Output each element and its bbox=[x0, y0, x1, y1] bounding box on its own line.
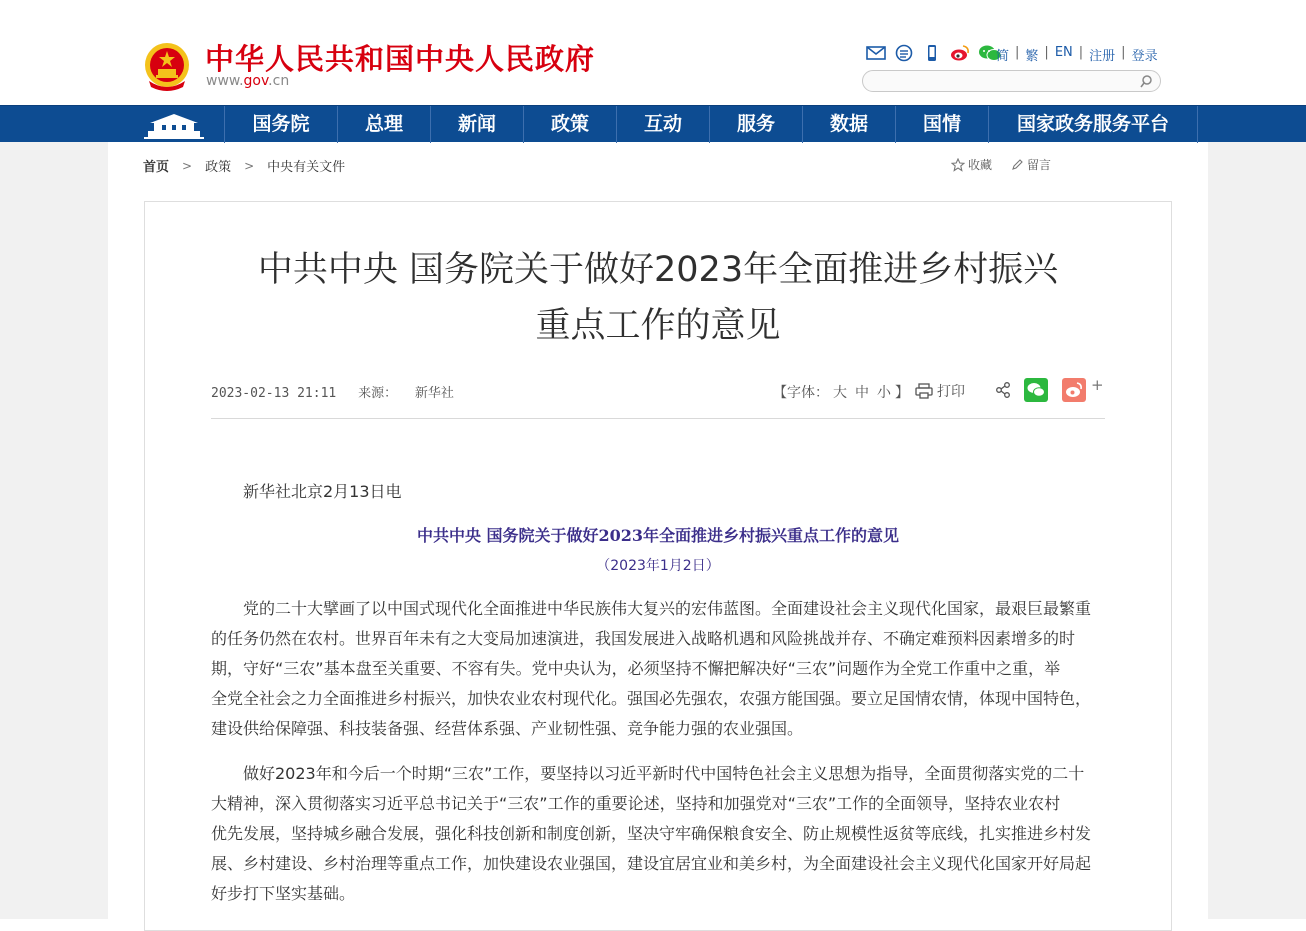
font-small-button[interactable]: 小 bbox=[877, 385, 891, 401]
share-wechat-button[interactable] bbox=[1024, 378, 1048, 402]
national-emblem-icon[interactable] bbox=[143, 41, 191, 91]
search-input[interactable] bbox=[862, 70, 1161, 92]
breadcrumb-home[interactable]: 首页 bbox=[143, 160, 170, 175]
nav-item-state-council[interactable]: 国务院 bbox=[224, 106, 337, 143]
mobile-icon[interactable] bbox=[922, 44, 942, 62]
article-title bbox=[0, 242, 1306, 354]
dateline: 新华社北京2月13日电 bbox=[243, 482, 402, 501]
search-icon[interactable] bbox=[1139, 74, 1154, 89]
print-button[interactable] bbox=[915, 381, 965, 401]
separator: | bbox=[1044, 45, 1049, 60]
link-simplified[interactable]: 简 bbox=[996, 49, 1010, 64]
site-title[interactable]: 中华人民共和国中央人民政府 bbox=[205, 42, 596, 76]
language-links bbox=[996, 45, 1158, 64]
paragraph-line: 好步打下坚实基础。 bbox=[211, 884, 356, 903]
site-url[interactable] bbox=[206, 73, 289, 89]
paragraph-line: 的任务仍然在农村。世界百年未有之大变局加速演进，我国发展进入战略机遇和风险挑战并存、不确定难预料因素增多的时 bbox=[211, 629, 1076, 648]
nav-item-news[interactable]: 新闻 bbox=[430, 106, 523, 143]
breadcrumb-policy[interactable]: 政策 bbox=[205, 160, 232, 175]
breadcrumb-central-documents[interactable]: 中央有关文件 bbox=[267, 160, 346, 175]
wechat-icon bbox=[1024, 378, 1048, 402]
favorite-button[interactable] bbox=[951, 156, 992, 173]
weibo-icon bbox=[1062, 378, 1086, 402]
chevron-right-icon: > bbox=[244, 158, 255, 173]
main-nav bbox=[0, 105, 1306, 142]
nav-items bbox=[224, 106, 1198, 143]
pencil-icon bbox=[1010, 158, 1024, 172]
paragraph-1 bbox=[211, 594, 1105, 744]
nav-item-gov-service-platform[interactable]: 国家政务服务平台 bbox=[988, 106, 1198, 143]
site-header bbox=[0, 0, 1306, 105]
link-register[interactable]: 注册 bbox=[1089, 49, 1116, 64]
paragraph-2 bbox=[211, 759, 1105, 909]
article-title-line2: 重点工作的意见 bbox=[535, 306, 781, 346]
font-label-open: 【字体： bbox=[773, 385, 829, 401]
share-icon[interactable] bbox=[994, 381, 1012, 399]
separator: | bbox=[1015, 45, 1020, 60]
comment-button[interactable] bbox=[1010, 156, 1051, 173]
article-meta bbox=[211, 382, 454, 401]
source-value: 新华社 bbox=[414, 386, 454, 401]
paragraph-line: 期，守好“三农”基本盘至关重要、不容有失。党中央认为，必须坚持不懈把解决好“三农”问题作为全党工作重中之重，举 bbox=[211, 659, 1061, 678]
comment-label: 留言 bbox=[1027, 158, 1052, 172]
favorite-label: 收藏 bbox=[968, 158, 993, 172]
nav-item-policy[interactable]: 政策 bbox=[523, 106, 616, 143]
share-weibo-button[interactable] bbox=[1062, 378, 1086, 402]
font-medium-button[interactable]: 中 bbox=[855, 385, 869, 401]
star-icon bbox=[951, 158, 965, 172]
publish-datetime: 2023-02-13 21:11 bbox=[211, 386, 337, 401]
nav-item-interaction[interactable]: 互动 bbox=[616, 106, 709, 143]
meta-divider bbox=[211, 418, 1105, 419]
document-date: （2023年1月2日） bbox=[596, 558, 720, 574]
source-label: 来源： bbox=[358, 386, 398, 401]
link-login[interactable]: 登录 bbox=[1131, 49, 1158, 64]
url-prefix: www. bbox=[206, 73, 244, 89]
more-share-button[interactable]: + bbox=[1091, 376, 1104, 394]
printer-icon bbox=[915, 383, 933, 399]
rss-icon[interactable] bbox=[894, 44, 914, 62]
tiananmen-icon[interactable] bbox=[142, 109, 206, 141]
article-title-line1: 中共中央 国务院关于做好2023年全面推进乡村振兴 bbox=[257, 250, 1059, 290]
document-subtitle: 中共中央 国务院关于做好2023年全面推进乡村振兴重点工作的意见 bbox=[416, 526, 900, 545]
nav-item-premier[interactable]: 总理 bbox=[337, 106, 430, 143]
nav-item-national-info[interactable]: 国情 bbox=[895, 106, 988, 143]
paragraph-line: 优先发展，坚持城乡融合发展，强化科技创新和制度创新，坚决守牢确保粮食安全、防止规模性返贫等底线，扎实推进乡村发 bbox=[211, 824, 1092, 843]
font-label-close: 】 bbox=[895, 385, 909, 401]
paragraph-line: 党的二十大擘画了以中国式现代化全面推进中华民族伟大复兴的宏伟蓝图。全面建设社会主义现代化国家，最艰巨最繁重 bbox=[243, 599, 1092, 618]
link-traditional[interactable]: 繁 bbox=[1025, 49, 1039, 64]
paragraph-line: 建设供给保障强、科技装备强、经营体系强、产业韧性强、竞争能力强的农业强国。 bbox=[211, 719, 804, 738]
nav-item-services[interactable]: 服务 bbox=[709, 106, 802, 143]
nav-item-data[interactable]: 数据 bbox=[802, 106, 895, 143]
link-english[interactable]: EN bbox=[1054, 45, 1073, 60]
separator: | bbox=[1078, 45, 1084, 60]
print-label: 打印 bbox=[937, 384, 965, 400]
font-size-control bbox=[773, 382, 909, 402]
separator: | bbox=[1121, 45, 1126, 60]
paragraph-line: 做好2023年和今后一个时期“三农”工作，要坚持以习近平新时代中国特色社会主义思想为指导，全面贯彻落实党的二十 bbox=[243, 764, 1085, 783]
paragraph-line: 大精神，深入贯彻落实习近平总书记关于“三农”工作的重要论述，坚持和加强党对“三农”工作的全面领导，坚持农业农村 bbox=[211, 794, 1061, 813]
mail-icon[interactable] bbox=[866, 44, 886, 62]
chevron-right-icon: > bbox=[182, 158, 193, 173]
url-gov: gov bbox=[243, 73, 269, 89]
breadcrumb bbox=[143, 156, 345, 175]
weibo-icon[interactable] bbox=[950, 44, 970, 62]
url-suffix: .cn bbox=[268, 73, 290, 89]
article-actions bbox=[951, 156, 1051, 173]
top-tools bbox=[866, 42, 1002, 64]
font-large-button[interactable]: 大 bbox=[833, 385, 847, 401]
paragraph-line: 展、乡村建设、乡村治理等重点工作，加快建设农业强国，建设宜居宜业和美乡村，为全面建设社会主义现代化国家开好局起 bbox=[211, 854, 1092, 873]
paragraph-line: 全党全社会之力全面推进乡村振兴，加快农业农村现代化。强国必先强农，农强方能国强。要立足国情农情，体现中国特色， bbox=[211, 689, 1092, 708]
